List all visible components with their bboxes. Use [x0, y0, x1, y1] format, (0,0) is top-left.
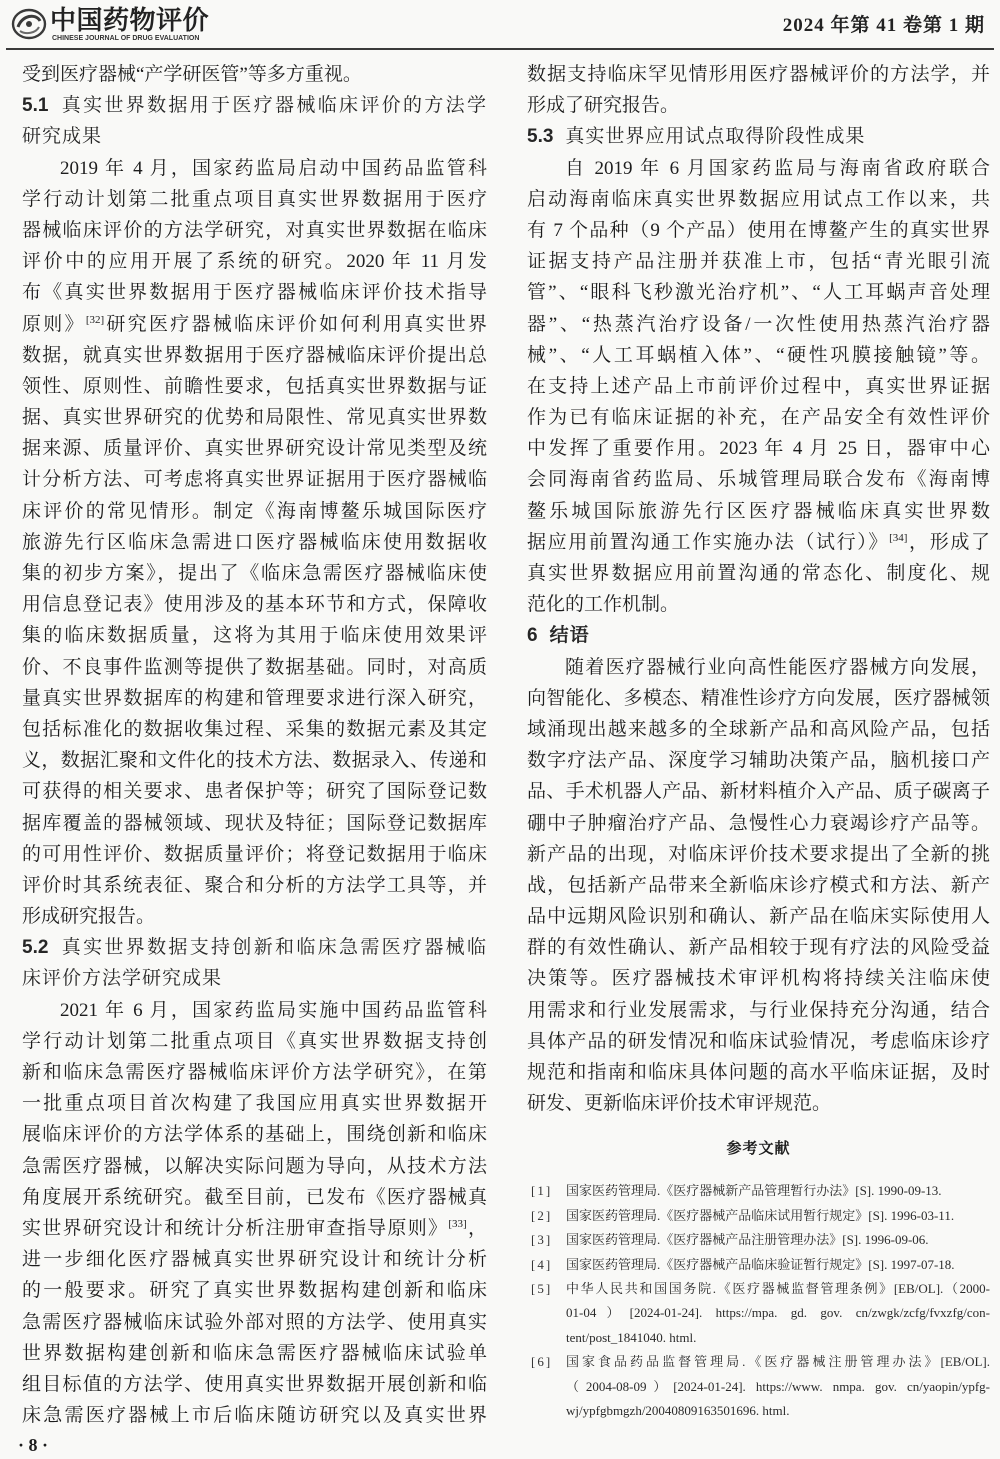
text-line: 硼中子肿瘤治疗产品、急慢性心力衰竭诊疗产品等。 — [527, 812, 990, 834]
text-line: 新和临床急需医疗器械临床评价方法学研究》，在第 — [22, 1062, 487, 1083]
text-line: 启动海南临床真实世界数据应用试点工作以来，共 — [527, 188, 990, 210]
reference-number: [3] — [531, 1232, 553, 1248]
reference-item — [527, 1277, 990, 1350]
text-line: 2021 年 6 月，国家药监局实施中国药品监管科 — [60, 999, 487, 1021]
reference-number: [1] — [531, 1183, 553, 1199]
paragraph-6 — [527, 652, 990, 1120]
text-segment: 实世界研究设计和统计分析注册审查指导原则》 — [22, 1217, 449, 1239]
section-heading-5-2-cont: 床评价方法学研究成果 — [22, 968, 223, 990]
journal-title-en: CHINESE JOURNAL OF DRUG EVALUATION — [52, 35, 200, 42]
text-line: 群的有效性确认、新产品相较于现有疗法的风险受益 — [527, 937, 990, 959]
text-segment: 原则》 — [22, 313, 86, 335]
text-line — [527, 527, 990, 558]
text-line: 展临床评价的方法学体系的基础上，围绕创新和临床 — [22, 1124, 487, 1146]
text-line: 集的初步方案》，提出了《临床急需医疗器械临床使 — [22, 563, 487, 584]
references-heading: 参考文献 — [726, 1141, 791, 1158]
text-line: 决策等。医疗器械技术审评机构将持续关注临床使 — [527, 968, 990, 990]
section-heading-5-2 — [22, 932, 487, 963]
text-line: 域涌现出越来越多的全球新产品和高风险产品，包括 — [527, 718, 990, 740]
section-number: 6 — [527, 625, 538, 647]
text-line: 器械临床评价的方法学研究，对真实世界数据在临床 — [22, 219, 487, 241]
text-line: 组目标值的方法学、使用真实世界数据开展创新和临 — [22, 1373, 487, 1395]
reference-text: wj/ypfgbmgzh/20040809163501696. html. — [566, 1402, 790, 1418]
journal-logo-icon — [10, 7, 48, 41]
reference-text: 国家医药管理局.《医疗器械产品临床试用暂行规定》[S]. 1996-03-11. — [566, 1207, 955, 1223]
text-line: 中发挥了重要作用。2023 年 4 月 25 日，器审中心 — [527, 438, 990, 460]
text-line: 研发、更新临床评价技术审评规范。 — [527, 1093, 832, 1115]
text-line: 一批重点项目首次构建了我国应用真实世界数据开 — [22, 1093, 487, 1115]
reference-item — [527, 1204, 990, 1228]
section-title: 真实世界应用试点取得阶段性成果 — [565, 126, 866, 148]
text-line: 床评价的常见情形。制定《海南博鳌乐城国际医疗 — [22, 500, 487, 522]
right-column — [527, 59, 990, 1423]
text-line: 战，包括新产品带来全新临床诊疗模式和方法、新产 — [527, 874, 990, 896]
reference-text: （2004-08-09）[2024-01-24]. https://www. nmpa. gov. cn/yaopin/ypfg- — [566, 1378, 990, 1394]
section-number: 5.1 — [22, 95, 49, 117]
reference-text: 国家医药管理局.《医疗器械新产品管理暂行办法》[S]. 1990-09-13. — [566, 1183, 942, 1199]
text-line: 2019 年 4 月，国家药监局启动中国药品监管科 — [60, 157, 487, 179]
text-line: 受到医疗器械“产学研医管”等多方重视。 — [22, 64, 362, 85]
section-title: 结语 — [549, 625, 590, 647]
text-line: 集的临床数据质量，这将为其用于临床使用效果评 — [22, 625, 487, 647]
reference-number: [5] — [531, 1281, 553, 1296]
text-line: 据库覆盖的器械领域、现状及特征；国际登记数据库 — [22, 812, 487, 834]
text-line: 包括标准化的数据收集过程、采集的数据元素及其定 — [22, 718, 487, 740]
text-line: 义，数据汇聚和文件化的技术方法、数据录入、传递和 — [22, 750, 487, 772]
text-line: 数据支持临床罕见情形用医疗器械评价的方法学，并 — [527, 64, 990, 85]
section-number: 5.3 — [527, 126, 554, 148]
text-line: 急需医疗器械临床试验外部对照的方法学、使用真实 — [22, 1311, 487, 1333]
reference-number: [2] — [531, 1207, 553, 1223]
text-line: 品、手术机器人产品、新材料植介入产品、质子碳离子 — [527, 781, 990, 803]
text-line: 械”、“人工耳蜗植入体”、“硬性巩膜接触镜”等。 — [527, 344, 990, 366]
text-line: 具体产品的研发情况和临床试验情况，考虑临床诊疗 — [527, 1030, 990, 1052]
citation-32: [32] — [85, 313, 105, 326]
reference-item — [527, 1350, 990, 1423]
text-line: 计分析方法、可考虑将真实世界证据用于医疗器械临 — [22, 469, 487, 491]
text-line: 真实世界数据应用前置沟通的常态化、制度化、规 — [527, 563, 990, 584]
paragraph-5-3 — [527, 153, 990, 621]
reference-text: 国家医药管理局.《医疗器械产品临床验证暂行规定》[S]. 1997-07-18. — [566, 1256, 955, 1272]
section-heading-5-1 — [22, 90, 487, 121]
text-line: 形成研究报告。 — [22, 906, 156, 928]
paragraph-5-1 — [22, 153, 487, 933]
section-title: 真实世界数据用于医疗器械临床评价的方法学 — [60, 95, 487, 117]
section-number: 5.2 — [22, 937, 49, 959]
text-line: 形成了研究报告。 — [527, 95, 680, 117]
text-line: 床急需医疗器械上市后临床随访研究以及真实世界 — [22, 1405, 487, 1427]
section-heading-6 — [527, 620, 990, 651]
issue-info: 2024 年第 41 卷第 1 期 — [782, 15, 985, 36]
text-line: 据、真实世界研究的优势和局限性、常见真实世界数 — [22, 407, 487, 429]
reference-text: 01-04）[2024-01-24]. https://mpa. gd. gov. cn/zwgk/zcfg/fvxzfg/con- — [566, 1305, 990, 1321]
left-column — [22, 59, 487, 1431]
reference-item — [527, 1228, 990, 1252]
text-segment: ， — [466, 1217, 487, 1239]
reference-text: tent/post_1841040. html. — [566, 1329, 697, 1345]
text-line: 急需医疗器械，以解决实际问题为导向，从技术方法 — [22, 1155, 487, 1177]
references-list — [527, 1179, 990, 1423]
text-line: 有 7 个品种（9 个产品）使用在博鳌产生的真实世界 — [527, 219, 990, 241]
text-line: 数据，就真实世界数据用于医疗器械临床评价提出总 — [22, 344, 487, 366]
text-line: 评价中的应用开展了系统的研究。2020 年 11 月发 — [22, 251, 487, 273]
text-segment: 据应用前置沟通工作实施办法（试行）》 — [527, 531, 890, 553]
text-line: 的一般要求。研究了真实世界数据构建创新和临床 — [22, 1280, 487, 1302]
text-line: 学行动计划第二批重点项目《真实世界数据支持创 — [22, 1030, 487, 1052]
text-line: 世界数据构建创新和临床急需医疗器械临床试验单 — [22, 1342, 487, 1364]
text-line: 用需求和行业发展需求，与行业保持充分沟通，结合 — [527, 999, 990, 1021]
text-line: 量真实世界数据库的构建和管理要求进行深入研究， — [22, 687, 487, 709]
text-line: 会同海南省药监局、乐城管理局联合发布《海南博 — [527, 469, 990, 491]
reference-item — [527, 1179, 990, 1203]
section-heading-5-3 — [527, 121, 990, 152]
text-segment: ，形成了 — [907, 531, 990, 553]
text-line: 规范和指南和临床具体问题的高水平临床证据，及时 — [527, 1062, 990, 1083]
reference-text: 国家食品药品监督管理局.《医疗器械注册管理办法》[EB/OL]. — [566, 1354, 990, 1370]
journal-title-cn: 中国药物评价 — [50, 5, 210, 35]
reference-number: [4] — [531, 1256, 553, 1272]
citation-34: [34] — [889, 531, 908, 544]
reference-text: 国家医药管理局.《医疗器械产品注册管理办法》[S]. 1996-09-06. — [566, 1232, 929, 1248]
text-line: 据来源、质量评价、真实世界研究设计常见类型及统 — [22, 438, 487, 460]
text-line: 学行动计划第二批重点项目真实世界数据用于医疗 — [22, 188, 487, 210]
text-line: 作为已有临床证据的补充，在产品安全有效性评价 — [527, 407, 990, 429]
text-line: 在支持上述产品上市前评价过程中，真实世界证据 — [527, 375, 990, 397]
text-segment: 研究医疗器械临床评价如何利用真实世界 — [104, 313, 487, 335]
page-number: · 8 · — [18, 1435, 49, 1455]
text-line: 可获得的相关要求、患者保护等；研究了国际登记数 — [22, 781, 487, 803]
text-line: 评价时其系统表征、聚合和分析的方法学工具等，并 — [22, 874, 487, 896]
text-line: 布《真实世界数据用于医疗器械临床评价技术指导 — [22, 282, 487, 304]
section-heading-5-1-cont: 研究成果 — [22, 126, 103, 148]
text-line: 器”、“热蒸汽治疗设备/一次性使用热蒸汽治疗器 — [527, 313, 990, 335]
text-line: 向智能化、多模态、精准性诊疗方向发展，医疗器械领 — [527, 687, 990, 709]
text-line: 进一步细化医疗器械真实世界研究设计和统计分析 — [22, 1249, 487, 1271]
citation-33: [33] — [448, 1217, 467, 1230]
text-line: 领性、原则性、前瞻性要求，包括真实世界数据与证 — [22, 375, 487, 397]
text-line: 鳌乐城国际旅游先行区医疗器械临床真实世界数 — [527, 500, 990, 522]
text-line: 证据支持产品注册并获准上市，包括“青光眼引流 — [527, 251, 990, 273]
text-line: 价、不良事件监测等提供了数据基础。同时，对高质 — [22, 656, 487, 678]
reference-text: 中华人民共和国国务院.《医疗器械监督管理条例》[EB/OL].（2000- — [566, 1281, 990, 1296]
text-line: 数字疗法产品、深度学习辅助决策产品，脑机接口产 — [527, 750, 990, 772]
text-line: 角度展开系统研究。截至目前，已发布《医疗器械真 — [22, 1186, 487, 1208]
text-line: 品中远期风险识别和确认、新产品在临床实际使用人 — [527, 906, 990, 928]
text-line: 随着医疗器械行业向高性能医疗器械方向发展， — [565, 656, 990, 678]
reference-number: [6] — [531, 1354, 553, 1370]
text-line — [22, 1213, 487, 1244]
text-line: 管”、“眼科飞秒激光治疗机”、“人工耳蜗声音处理 — [527, 282, 990, 304]
text-line: 的可用性评价、数据质量评价；将登记数据用于临床 — [22, 843, 487, 865]
text-line: 新产品的出现，对临床评价技术要求提出了全新的挑 — [527, 843, 990, 865]
text-line: 用信息登记表》使用涉及的基本环节和方式，保障收 — [22, 594, 487, 616]
reference-item — [527, 1253, 990, 1277]
text-line: 范化的工作机制。 — [527, 594, 680, 616]
text-line: 自 2019 年 6 月国家药监局与海南省政府联合 — [565, 157, 990, 179]
header-rule — [6, 48, 994, 50]
text-line: 旅游先行区临床急需进口医疗器械临床使用数据收 — [22, 531, 487, 553]
section-title: 真实世界数据支持创新和临床急需医疗器械临 — [60, 937, 487, 959]
text-line — [22, 309, 487, 340]
paragraph-5-2 — [22, 995, 487, 1432]
